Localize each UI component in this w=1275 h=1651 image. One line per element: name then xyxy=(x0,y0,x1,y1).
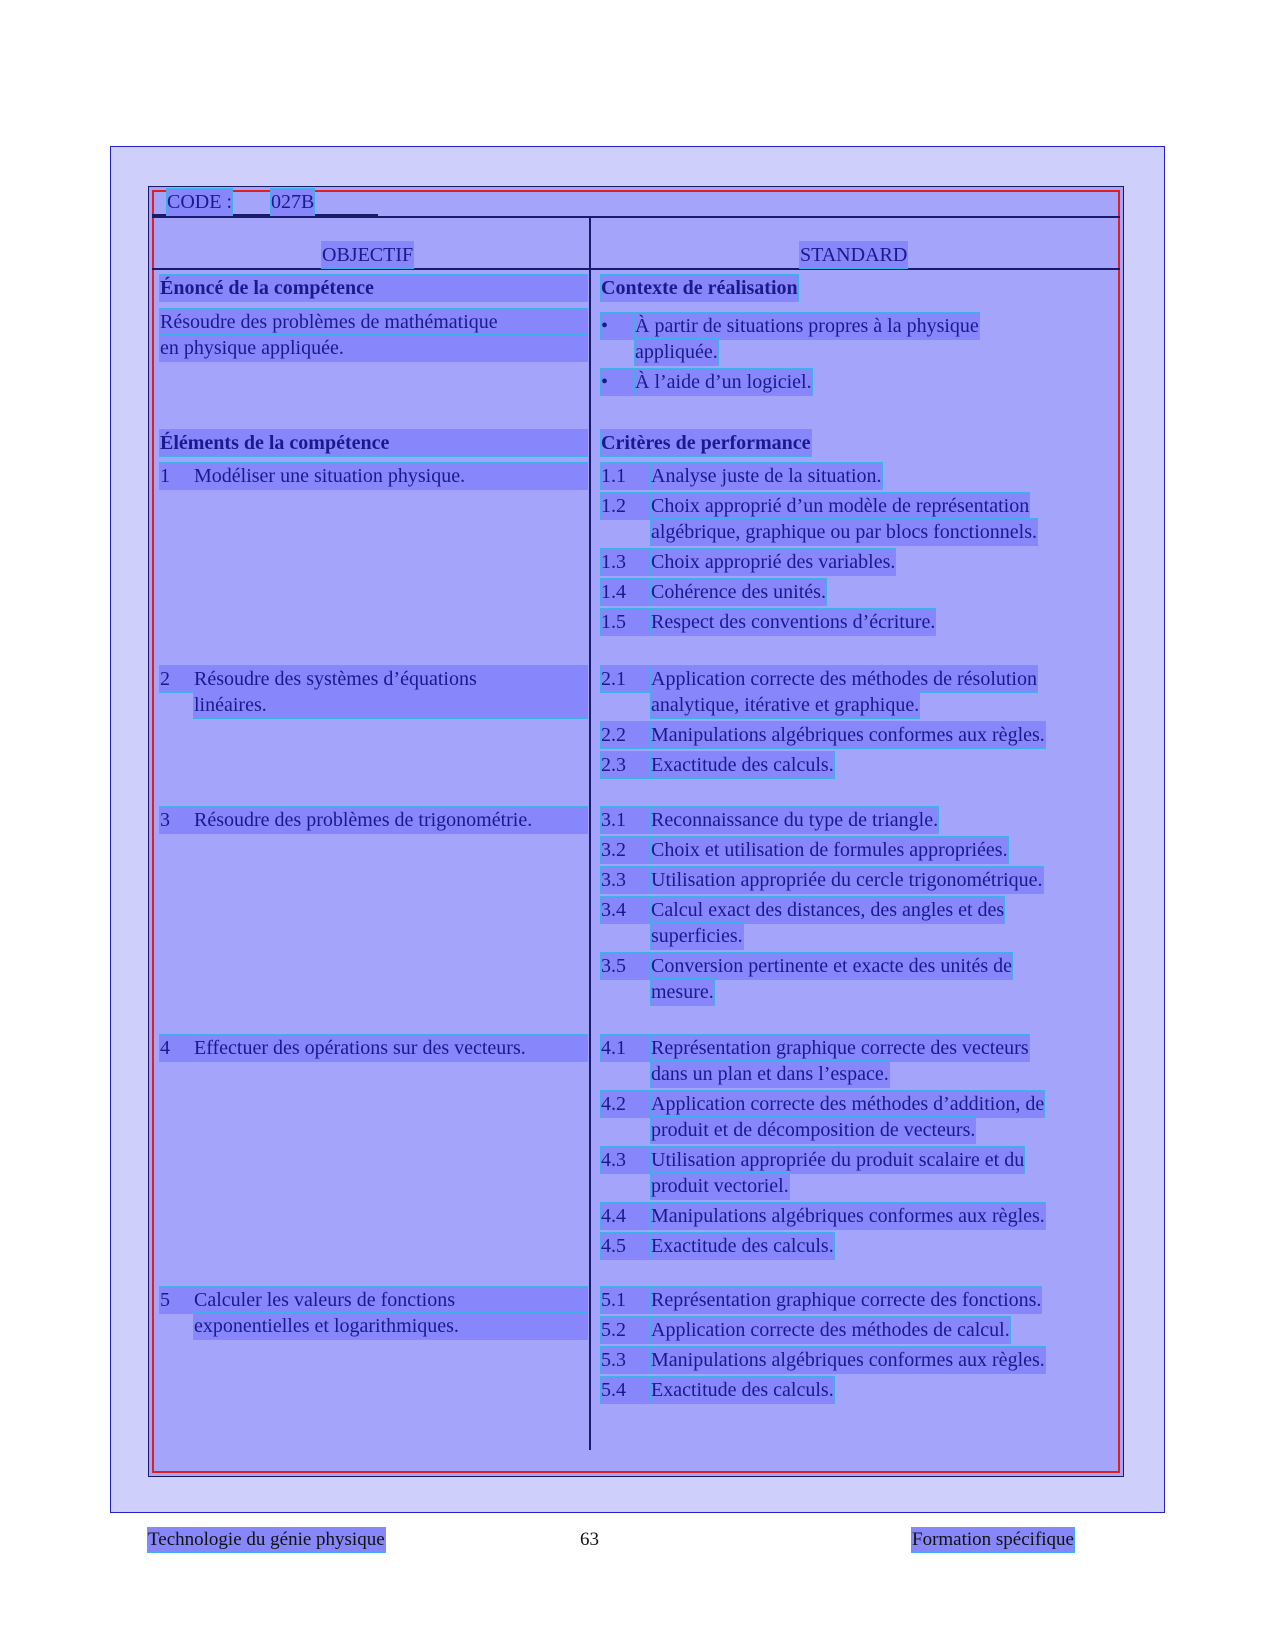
element-number: 2 xyxy=(160,666,194,692)
criterion-number: 4.5 xyxy=(601,1233,651,1259)
criterion-number: 4.1 xyxy=(601,1035,651,1061)
criterion-text: analytique, itérative et graphique. xyxy=(651,694,920,716)
criteres-title: Critères de performance xyxy=(601,432,811,454)
bullet-icon: • xyxy=(601,369,635,395)
column-divider xyxy=(589,218,591,1450)
element-number: 4 xyxy=(160,1035,194,1061)
contexte-text: À partir de situations propres à la physique xyxy=(635,315,979,337)
criterion-text: Utilisation appropriée du produit scalaire et du xyxy=(651,1149,1025,1171)
criterion-number: 4.3 xyxy=(601,1147,651,1173)
header-objectif: OBJECTIF xyxy=(322,244,414,266)
element-number: 3 xyxy=(160,807,194,833)
code-label: CODE : xyxy=(167,191,232,213)
criterion-number: 3.4 xyxy=(601,897,651,923)
criterion-text: Représentation graphique correcte des vecteurs xyxy=(651,1037,1029,1059)
criterion-text: Manipulations algébriques conformes aux règles. xyxy=(651,724,1045,746)
criterion-text: Analyse juste de la situation. xyxy=(651,465,882,487)
element-number: 5 xyxy=(160,1287,194,1313)
criterion-text: Choix approprié d’un modèle de représentation xyxy=(651,495,1030,517)
criterion-text: Manipulations algébriques conformes aux règles. xyxy=(651,1349,1045,1371)
criterion-number: 2.1 xyxy=(601,666,651,692)
code-value: 027B xyxy=(271,191,315,213)
criterion-number: 2.3 xyxy=(601,752,651,778)
element-text: Effectuer des opérations sur des vecteurs. xyxy=(194,1035,587,1061)
elements-title: Éléments de la compétence xyxy=(160,430,587,456)
criterion-number: 1.4 xyxy=(601,579,651,605)
criterion-text: Exactitude des calculs. xyxy=(651,754,834,776)
criterion-text: produit vectoriel. xyxy=(651,1175,789,1197)
enonce-title: Énoncé de la compétence xyxy=(160,275,587,301)
page-number: 63 xyxy=(580,1529,599,1550)
criterion-text: Respect des conventions d’écriture. xyxy=(651,611,936,633)
criterion-text: Exactitude des calculs. xyxy=(651,1379,834,1401)
criterion-number: 3.5 xyxy=(601,953,651,979)
criterion-text: mesure. xyxy=(651,981,714,1003)
criterion-number: 3.2 xyxy=(601,837,651,863)
criterion-number: 3.1 xyxy=(601,807,651,833)
criterion-text: Application correcte des méthodes de calcul. xyxy=(651,1319,1010,1341)
enonce-line-2: en physique appliquée. xyxy=(160,335,587,361)
criterion-text: Reconnaissance du type de triangle. xyxy=(651,809,939,831)
criterion-number: 4.4 xyxy=(601,1203,651,1229)
criterion-text: Conversion pertinente et exacte des unités de xyxy=(651,955,1012,977)
criterion-number: 1.1 xyxy=(601,463,651,489)
criterion-number: 5.2 xyxy=(601,1317,651,1343)
header-standard: STANDARD xyxy=(800,244,908,266)
footer-section: Formation spécifique xyxy=(912,1529,1074,1550)
element-text: Résoudre des systèmes d’équations xyxy=(194,666,587,692)
enonce-line-1: Résoudre des problèmes de mathématique xyxy=(160,309,587,335)
criterion-text: Application correcte des méthodes d’addition, de xyxy=(651,1093,1045,1115)
criterion-text: Représentation graphique correcte des fonctions. xyxy=(651,1289,1042,1311)
criterion-text: dans un plan et dans l’espace. xyxy=(651,1063,889,1085)
contexte-text: appliquée. xyxy=(635,341,718,363)
contexte-title: Contexte de réalisation xyxy=(601,277,798,299)
criterion-text: Application correcte des méthodes de résolution xyxy=(651,668,1037,690)
criterion-number: 4.2 xyxy=(601,1091,651,1117)
element-text: Calculer les valeurs de fonctions xyxy=(194,1287,587,1313)
contexte-text: À l’aide d’un logiciel. xyxy=(635,371,812,393)
criterion-number: 1.2 xyxy=(601,493,651,519)
criterion-number: 1.5 xyxy=(601,609,651,635)
criterion-number: 2.2 xyxy=(601,722,651,748)
element-number: 1 xyxy=(160,463,194,489)
code-row-divider xyxy=(152,216,1120,218)
criterion-number: 3.3 xyxy=(601,867,651,893)
criterion-text: Cohérence des unités. xyxy=(651,581,826,603)
criterion-text: superficies. xyxy=(651,925,743,947)
criterion-text: Choix approprié des variables. xyxy=(651,551,896,573)
footer-program: Technologie du génie physique xyxy=(148,1529,385,1550)
element-text: Modéliser une situation physique. xyxy=(194,463,587,489)
criterion-text: produit et de décomposition de vecteurs. xyxy=(651,1119,976,1141)
element-text: exponentielles et logarithmiques. xyxy=(194,1313,587,1339)
element-text: linéaires. xyxy=(194,692,587,718)
criterion-text: Exactitude des calculs. xyxy=(651,1235,834,1257)
criterion-number: 5.1 xyxy=(601,1287,651,1313)
criterion-text: algébrique, graphique ou par blocs fonctionnels. xyxy=(651,521,1037,543)
element-text: Résoudre des problèmes de trigonométrie. xyxy=(194,807,587,833)
criterion-number: 5.4 xyxy=(601,1377,651,1403)
criterion-text: Manipulations algébriques conformes aux règles. xyxy=(651,1205,1045,1227)
criterion-text: Utilisation appropriée du cercle trigonométrique. xyxy=(651,869,1043,891)
criterion-text: Calcul exact des distances, des angles et des xyxy=(651,899,1005,921)
criterion-number: 1.3 xyxy=(601,549,651,575)
criterion-text: Choix et utilisation de formules appropriées. xyxy=(651,839,1008,861)
criterion-number: 5.3 xyxy=(601,1347,651,1373)
header-divider xyxy=(152,268,1120,270)
bullet-icon: • xyxy=(601,313,635,339)
